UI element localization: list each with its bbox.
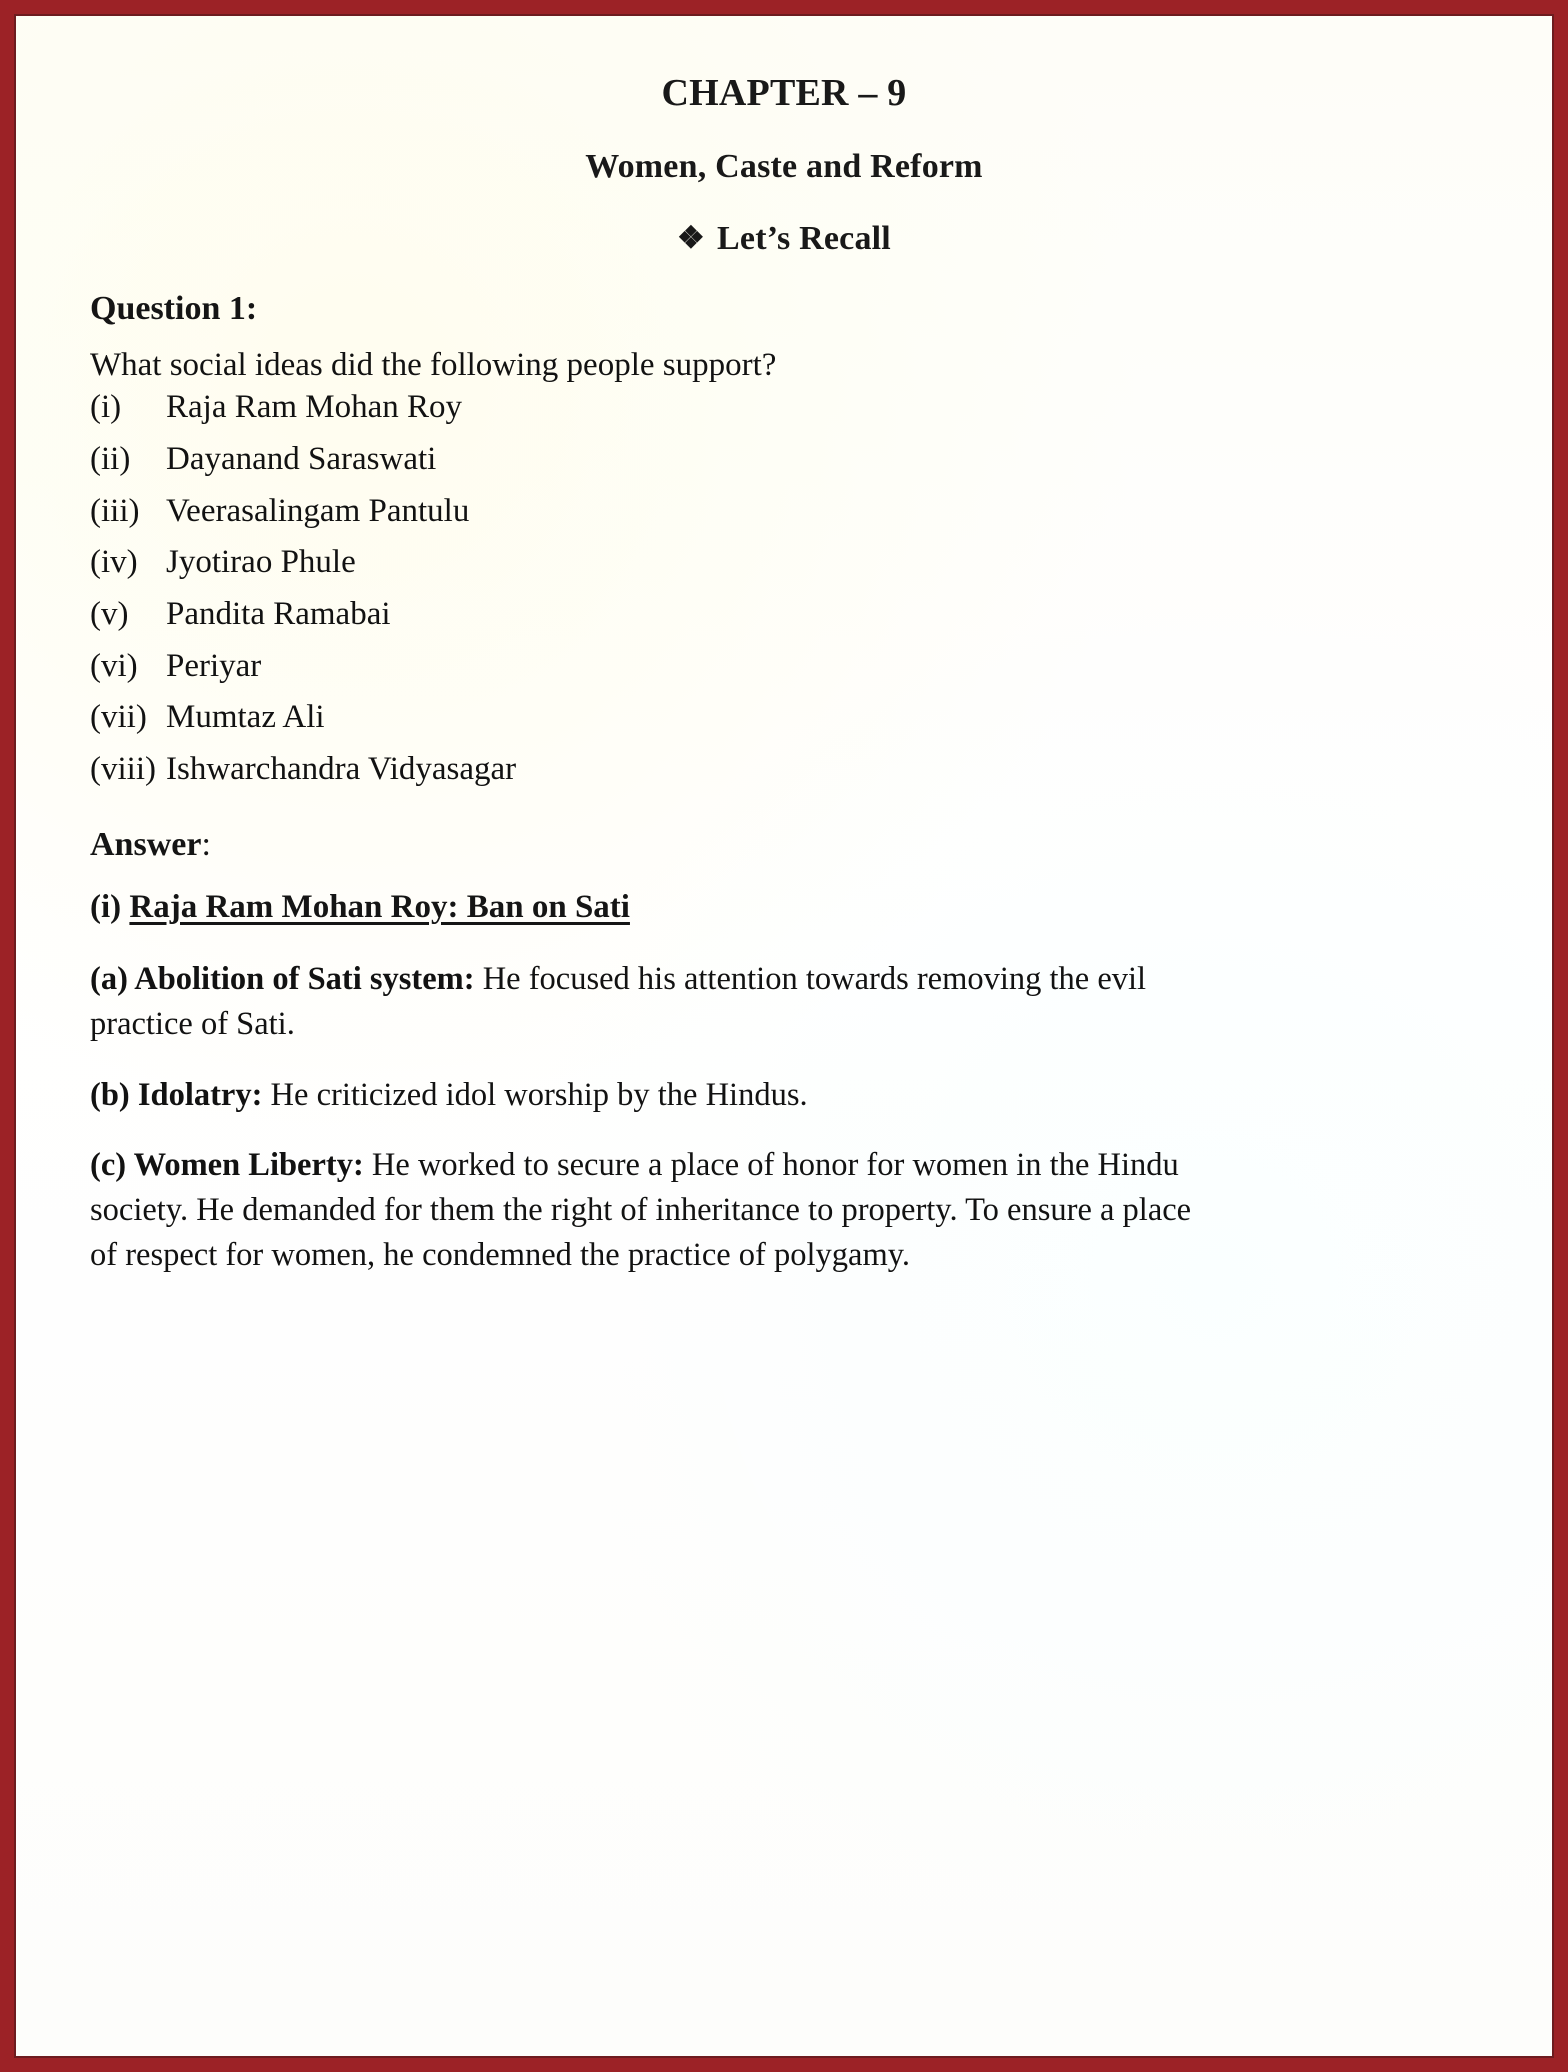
answer-label-colon: : <box>201 825 211 863</box>
list-item-label: Periyar <box>166 647 262 684</box>
question-label: Question 1: <box>90 290 258 327</box>
list-item-label: Jyotirao Phule <box>166 544 356 581</box>
answer-point <box>90 1073 1200 1118</box>
answer-label-text: Answer <box>90 825 202 863</box>
list-item-label: Dayanand Saraswati <box>166 441 437 478</box>
list-item-marker: (viii) <box>90 750 156 787</box>
question-prompt: What social ideas did the following people support? <box>90 347 777 384</box>
list-item-label: Pandita Ramabai <box>166 595 391 632</box>
list-item <box>90 434 1478 486</box>
answer-point-body: He criticized idol worship by the Hindus. <box>262 1076 808 1113</box>
answer-point <box>90 957 1200 1047</box>
list-item-marker: (vi) <box>90 647 138 684</box>
answer-subheading <box>90 889 1478 927</box>
list-item-marker: (iii) <box>90 492 140 529</box>
list-item-marker: (ii) <box>90 441 131 478</box>
section-heading-label: Let’s Recall <box>717 220 891 257</box>
answer-point-lead: (c) Women Liberty: <box>90 1147 364 1184</box>
chapter-title: CHAPTER – 9 <box>661 72 907 114</box>
chapter-subtitle: Women, Caste and Reform <box>585 148 983 185</box>
answer-subheading-marker: (i) <box>90 888 130 925</box>
list-item-marker: (iv) <box>90 544 138 581</box>
list-item-marker: (v) <box>90 595 129 632</box>
list-item <box>90 692 1478 744</box>
answer-point-body: He focused his attention towards removing the evil practice of Sati. <box>90 960 1147 1042</box>
question-people-list <box>90 382 1478 795</box>
answer-point-body: He worked to secure a place of honor for women in the Hindu society. He demanded for them the right of inheritance to property. To ensure a place of respect for women, he condemned the practice of polygamy. <box>90 1147 1192 1274</box>
section-heading <box>90 222 1478 256</box>
diamond-bullet-icon: ❖ <box>677 220 706 255</box>
document-sheet <box>14 14 1554 2058</box>
answer-label <box>90 826 1478 863</box>
list-item <box>90 744 1478 796</box>
list-item-label: Mumtaz Ali <box>166 699 325 736</box>
list-item <box>90 486 1478 538</box>
list-item <box>90 537 1478 589</box>
list-item <box>90 382 1478 434</box>
answer-subheading-text: Raja Ram Mohan Roy: Ban on Sati <box>129 888 630 925</box>
answer-point-lead: (a) Abolition of Sati system: <box>90 960 475 997</box>
list-item <box>90 589 1478 641</box>
answer-point <box>90 1143 1200 1278</box>
list-item <box>90 641 1478 693</box>
answer-point-lead: (b) Idolatry: <box>90 1076 263 1113</box>
list-item-label: Raja Ram Mohan Roy <box>166 389 463 426</box>
list-item-marker: (i) <box>90 389 122 426</box>
list-item-label: Veerasalingam Pantulu <box>166 492 470 529</box>
list-item-label: Ishwarchandra Vidyasagar <box>166 750 517 787</box>
list-item-marker: (vii) <box>90 699 147 736</box>
